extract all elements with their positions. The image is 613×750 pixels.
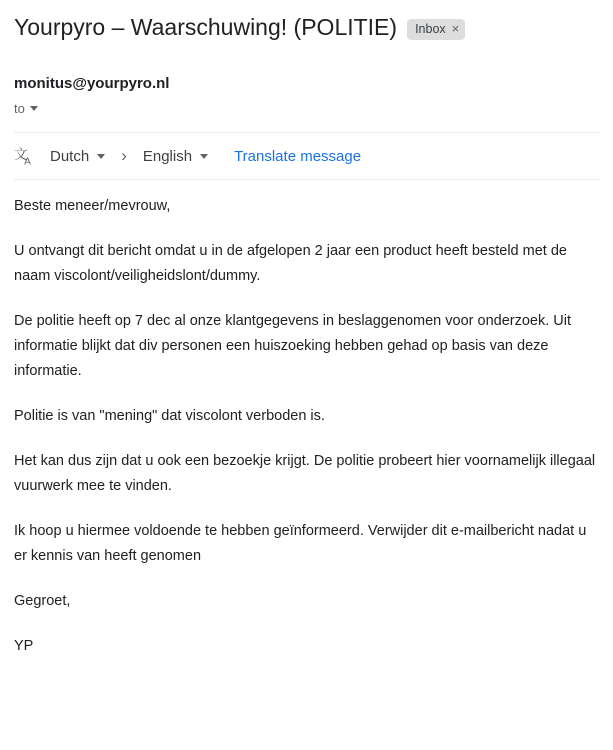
recipient-row[interactable] [14, 101, 599, 116]
body-paragraph: De politie heeft op 7 dec al onze klantgegevens in beslaggenomen voor onderzoek. Uit informatie blijkt dat div personen een huiszoeking hebben gehad op basis van deze informatie. [14, 313, 572, 379]
svg-text:文: 文 [14, 146, 28, 162]
target-language-select[interactable] [143, 148, 208, 165]
source-language-select[interactable] [50, 148, 105, 165]
translate-bar [14, 132, 599, 180]
close-icon[interactable]: × [451, 21, 460, 36]
label-chip-text: Inbox [415, 21, 446, 36]
subject-row [14, 0, 599, 46]
svg-text:A: A [24, 156, 31, 167]
email-body [14, 180, 599, 659]
chevron-down-icon[interactable] [200, 154, 208, 159]
translate-message-link[interactable]: Translate message [234, 147, 362, 165]
body-paragraph: Ik hoop u hiermee voldoende te hebben geïnformeerd. Verwijder dit e-mailbericht nadat u er kennis van heeft genomen [14, 523, 587, 564]
body-paragraph: Gegroet, [14, 593, 71, 609]
body-paragraph: Politie is van "mening" dat viscolont verboden is. [14, 408, 325, 424]
body-paragraph: YP [14, 638, 34, 654]
chevron-down-icon[interactable] [97, 154, 105, 159]
translate-icon [14, 145, 50, 167]
arrow-right-icon: › [121, 146, 127, 165]
recipient-label: to [14, 101, 25, 116]
chevron-down-icon[interactable] [30, 106, 38, 111]
sender-block [14, 46, 599, 116]
sender-email[interactable]: monitus@yourpyro.nl [14, 75, 170, 92]
inbox-label-chip[interactable] [407, 19, 465, 40]
page-title: Yourpyro – Waarschuwing! (POLITIE) [14, 14, 398, 40]
body-paragraph: Beste meneer/mevrouw, [14, 198, 171, 214]
target-language-label: English [142, 147, 193, 165]
body-paragraph: Het kan dus zijn dat u ook een bezoekje krijgt. De politie probeert hier voornamelijk illegaal vuurwerk mee te vinden. [14, 453, 596, 494]
source-language-label: Dutch [50, 147, 90, 165]
body-paragraph: U ontvangt dit bericht omdat u in de afgelopen 2 jaar een product heeft besteld met de naam viscolont/veiligheidslont/dummy. [14, 243, 567, 284]
